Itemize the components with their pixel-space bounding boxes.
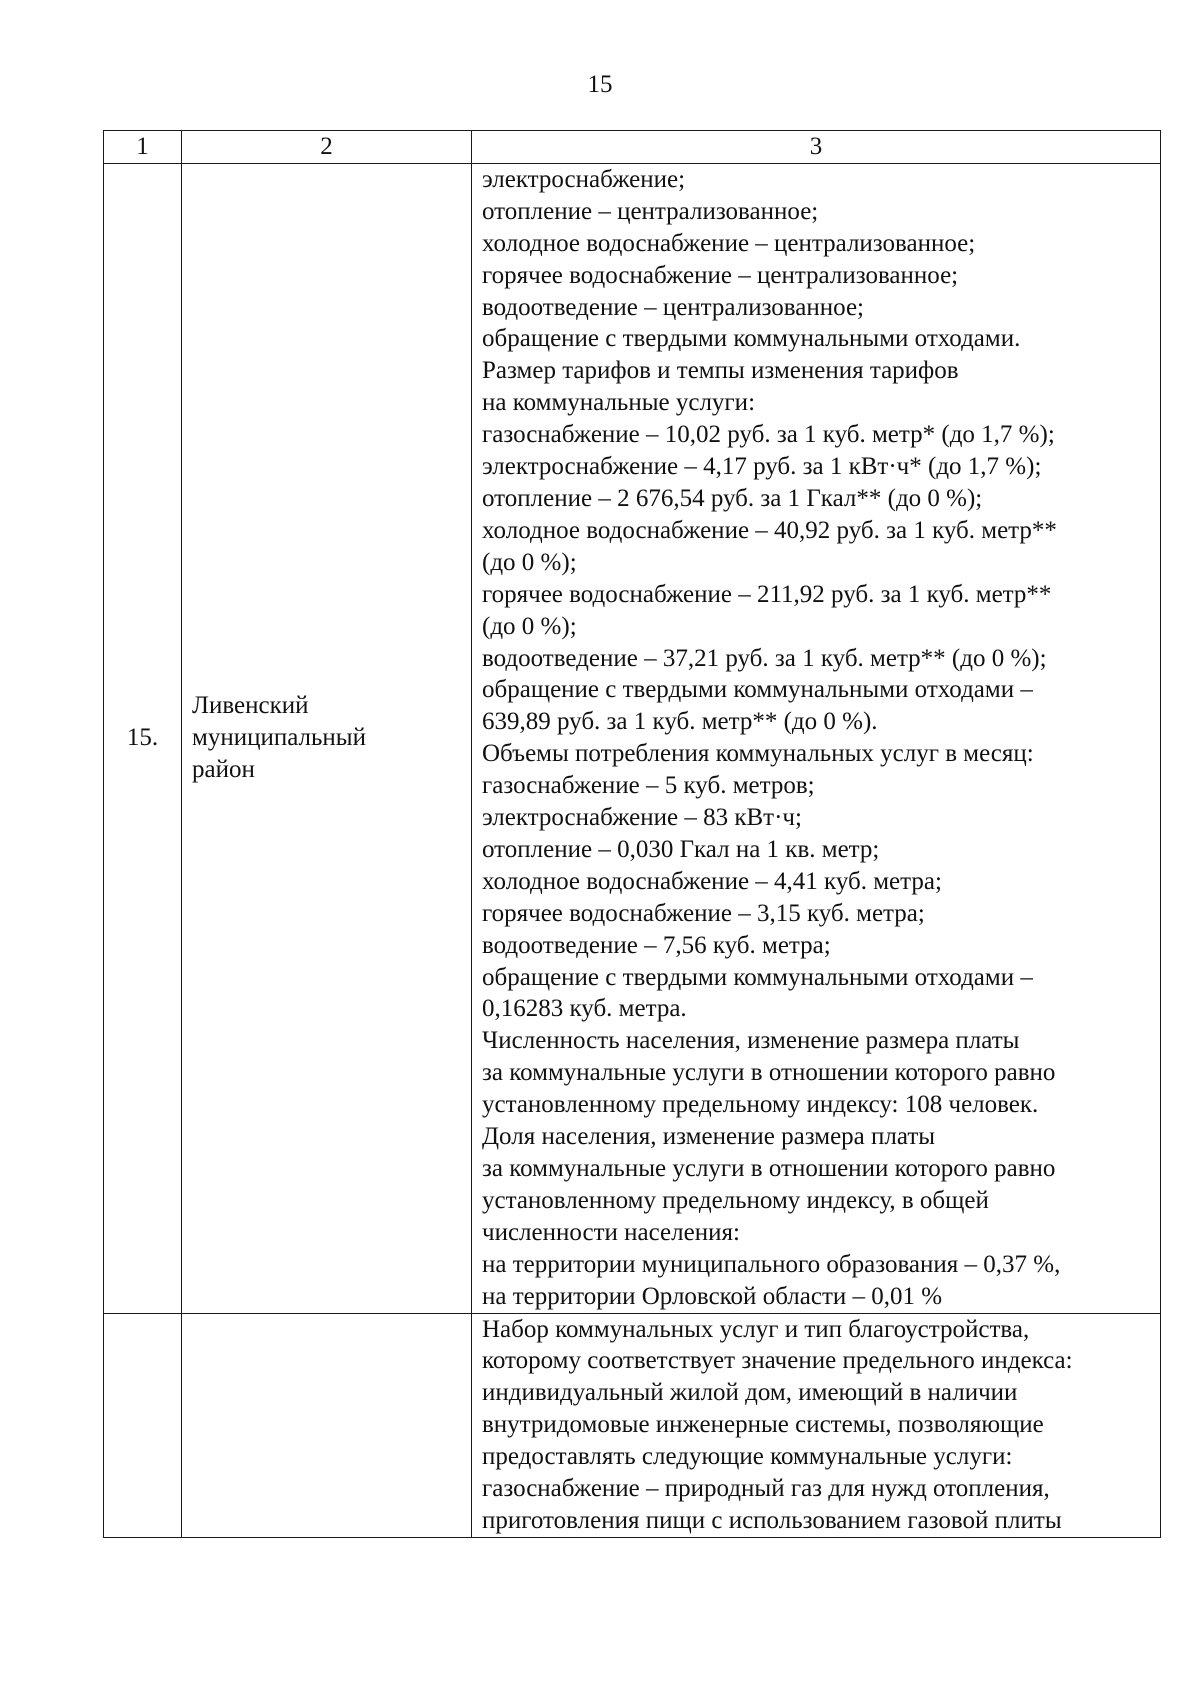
table-row	[104, 163, 1161, 1313]
content-line: на территории Орловской области – 0,01 %	[482, 1282, 943, 1310]
content-line: на территории муниципального образования – 0,37 %,	[482, 1250, 1061, 1278]
header-cell-3: 3	[472, 131, 1161, 164]
content-line: (до 0 %);	[482, 612, 577, 640]
row-content-lines	[482, 164, 1156, 1313]
content-line: Размер тарифов и темпы изменения тарифов	[482, 357, 959, 385]
content-line: установленному предельному индексу, в общей	[482, 1186, 989, 1214]
content-line: на коммунальные услуги:	[482, 389, 756, 417]
row-number: 15.	[104, 163, 182, 1313]
header-cell-1: 1	[104, 131, 182, 164]
content-line: горячее водоснабжение – централизованное;	[482, 261, 959, 289]
content-line: 0,16283 куб. метра.	[482, 995, 687, 1023]
content-line: электроснабжение – 83 кВт·ч;	[482, 804, 802, 832]
content-line: электроснабжение;	[482, 165, 686, 193]
content-line: электроснабжение – 4,17 руб. за 1 кВт·ч* (до 1,7 %);	[482, 453, 1042, 481]
content-line: обращение с твердыми коммунальными отходами –	[482, 963, 1033, 991]
content-line: Доля населения, изменение размера платы	[482, 1123, 936, 1151]
content-line: газоснабжение – природный газ для нужд отопления,	[482, 1475, 1050, 1503]
content-line: холодное водоснабжение – централизованное;	[482, 229, 976, 257]
content-line: водоотведение – 37,21 руб. за 1 куб. метр** (до 0 %);	[482, 644, 1047, 672]
content-line: 639,89 руб. за 1 куб. метр** (до 0 %).	[482, 708, 878, 736]
municipality-name	[182, 163, 472, 1313]
content-line: холодное водоснабжение – 40,92 руб. за 1 куб. метр**	[482, 516, 1057, 544]
row-content-lines	[482, 1314, 1156, 1537]
row-number	[104, 1313, 182, 1537]
content-line: численности населения:	[482, 1218, 740, 1246]
content-line: водоотведение – централизованное;	[482, 293, 864, 321]
content-line: предоставлять следующие коммунальные услуги:	[482, 1443, 1013, 1471]
content-line: (до 0 %);	[482, 548, 577, 576]
municipality-name-line: Ливенский	[192, 692, 309, 720]
municipality-name-line: муниципальный	[192, 724, 366, 752]
content-line: приготовления пищи с использованием газовой плиты	[482, 1506, 1062, 1534]
content-line: обращение с твердыми коммунальными отходами –	[482, 676, 1033, 704]
row-content	[472, 163, 1161, 1313]
content-line: газоснабжение – 5 куб. метров;	[482, 772, 815, 800]
content-line: обращение с твердыми коммунальными отходами.	[482, 325, 1021, 353]
content-line: за коммунальные услуги в отношении которого равно	[482, 1155, 1056, 1182]
content-line: установленному предельному индексу: 108 человек.	[482, 1091, 1039, 1119]
content-line: Численность населения, изменение размера платы	[482, 1027, 1020, 1055]
content-line: за коммунальные услуги в отношении которого равно	[482, 1059, 1056, 1087]
content-line: газоснабжение – 10,02 руб. за 1 куб. метр* (до 1,7 %);	[482, 421, 1055, 449]
table-row	[104, 1313, 1161, 1537]
content-line: индивидуальный жилой дом, имеющий в наличии	[482, 1379, 1018, 1407]
content-line: внутридомовые инженерные системы, позволяющие	[482, 1411, 1044, 1439]
content-line: отопление – 2 676,54 руб. за 1 Гкал** (до 0 %);	[482, 484, 983, 512]
content-line: Набор коммунальных услуг и тип благоустройства,	[482, 1315, 1030, 1343]
content-line: отопление – 0,030 Гкал на 1 кв. метр;	[482, 835, 880, 863]
tariff-table	[103, 130, 1161, 1538]
content-line: водоотведение – 7,56 куб. метра;	[482, 931, 831, 959]
table-header-row	[104, 131, 1161, 164]
content-line: отопление – централизованное;	[482, 197, 819, 225]
content-line: холодное водоснабжение – 4,41 куб. метра;	[482, 867, 942, 895]
page-number: 15	[587, 71, 613, 98]
content-line: Объемы потребления коммунальных услуг в месяц:	[482, 740, 1034, 768]
content-line: горячее водоснабжение – 211,92 руб. за 1 куб. метр**	[482, 580, 1052, 608]
header-cell-2: 2	[182, 131, 472, 164]
row-content	[472, 1313, 1161, 1537]
municipality-name	[182, 1313, 472, 1537]
content-line: горячее водоснабжение – 3,15 куб. метра;	[482, 899, 925, 927]
content-line: которому соответствует значение предельного индекса:	[482, 1347, 1073, 1375]
municipality-name-line: район	[192, 756, 255, 784]
